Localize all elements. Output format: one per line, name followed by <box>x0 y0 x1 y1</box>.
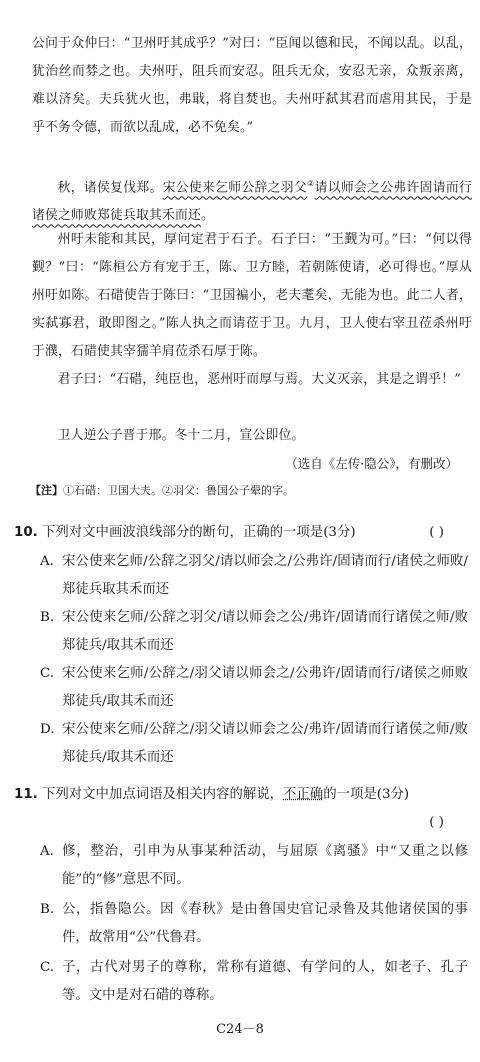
question-11-stem <box>14 780 466 810</box>
option-letter: C. <box>40 666 55 681</box>
option-text: 宋公使来乞师/公辞之羽父/请以师会之/公弗许/固请而行/诸侯之师败/郑徒兵取其禾而还 <box>62 554 468 597</box>
option-text: 宋公使来乞师/公辞之/羽父请以师会之公/弗许/固请而行诸侯之师/败郑徒兵/取其禾而还 <box>62 722 468 765</box>
q11-option-a[interactable] <box>40 838 468 894</box>
passage-paragraph-5 <box>32 422 472 450</box>
passage-p3: 州吁未能和其民，厚问定君于石子。石子曰：“王觐为可。”曰：“何以得觐？”曰：“陈桓公方有宠于王，陈、卫方睦，若朝陈使请，必可得也。”厚从州吁如陈。石碏使告于陈曰：“卫国褊小，老夫耄矣，无能为也。此二人者，实弑寡君，敢即图之。”陈人执之而请莅于卫。九月，卫人使右宰丑莅杀州吁于濮，石碏使其宰獳羊肩莅杀石厚于陈。 <box>32 232 472 359</box>
question-10-stem <box>14 518 466 548</box>
note-marker-2: ② <box>307 179 315 188</box>
answer-blank-11[interactable]: ( ) <box>429 815 444 830</box>
option-letter: A. <box>40 844 54 859</box>
q11-option-c[interactable] <box>40 954 468 1010</box>
footnote <box>30 482 294 498</box>
question-11-text-b: 的一项是(3分) <box>323 787 410 802</box>
option-text: 宋公使来乞师/公辞之/羽父请以师会之/公弗许/固请而行/诸侯之师败郑徒兵/取其禾而还 <box>62 666 468 709</box>
passage-paragraph-2: 秋，诸侯复伐郑。宋公使来乞师公辞之羽父②请以师会之公弗许固请而行诸侯之师败郑徒兵取其禾而还。 <box>32 179 473 224</box>
passage-paragraph-3 <box>32 226 472 366</box>
wavy-underlined-text-1: 宋公使来乞师公辞之羽父 <box>162 180 308 196</box>
q10-option-c[interactable] <box>40 660 468 716</box>
page-footer: C24－8 <box>216 1022 264 1037</box>
passage-p4: 君子曰：“石碏，纯臣也，恶州吁而厚与焉。大义灭亲，其是之谓乎！” <box>57 372 461 387</box>
source-citation: （选自《左传·隐公》，有删改） <box>285 456 458 471</box>
question-11-emphasis: 不正确 <box>283 787 324 802</box>
q10-option-b[interactable] <box>40 604 468 660</box>
q11-option-b[interactable] <box>40 896 468 952</box>
question-11-text-a: 下列对文中加点词语及相关内容的解说， <box>42 787 284 802</box>
note-text: ①石碏：卫国大夫。②羽父：鲁国公子翚的字。 <box>63 484 294 497</box>
option-letter: B. <box>40 902 55 917</box>
q10-option-a[interactable] <box>40 548 468 604</box>
option-letter: C. <box>40 960 55 975</box>
question-10-text: 下列对文中画波浪线部分的断句，正确的一项是(3分) <box>42 525 356 540</box>
passage-paragraph-1 <box>32 30 472 142</box>
wavy-underlined-text-2: 请以师会之公弗许固请而行诸侯之师败郑徒兵取其禾而还 <box>32 180 473 224</box>
passage-p5: 卫人逆公子晋于邢。冬十二月，宣公即位。 <box>57 428 305 443</box>
passage-paragraph-4 <box>32 366 472 394</box>
passage-p1: 公问于众仲曰：“卫州吁其成乎？”对曰：“臣闻以德和民，不闻以乱。以乱，犹治丝而棼之也。夫州吁，阻兵而安忍。阻兵无众，安忍无亲，众叛亲离，难以济矣。夫兵犹火也，弗戢，将自焚也。夫州吁弑其君而虐用其民，于是乎不务令德，而欲以乱成，必不免矣。” <box>32 36 472 135</box>
option-letter: A. <box>40 554 54 569</box>
option-text: 修，整治，引申为从事某种活动，与屈原《离骚》中“又重之以修能”的“修”意思不同。 <box>62 844 468 887</box>
option-text: 公，指鲁隐公。因《春秋》是由鲁国史官记录鲁及其他诸侯国的事件，故常用“公”代鲁君。 <box>62 902 468 945</box>
option-letter: D. <box>40 722 55 737</box>
q10-option-d[interactable] <box>40 716 468 772</box>
answer-blank-10[interactable]: ( ) <box>429 525 444 540</box>
option-letter: B. <box>40 610 55 625</box>
question-11-number: 11. <box>14 787 38 802</box>
option-text: 子，古代对男子的尊称，常称有道德、有学问的人，如老子、孔子等。文中是对石碏的尊称。 <box>62 960 468 1003</box>
passage-p2-intro: 秋，诸侯复伐郑。 <box>57 180 163 196</box>
question-10-number: 10. <box>14 525 38 540</box>
note-label: 【注】 <box>30 484 63 497</box>
option-text: 宋公使来乞师/公辞之羽父/请以师会之公/弗许/固请而行诸侯之师/败郑徒兵/取其禾而还 <box>62 610 468 653</box>
